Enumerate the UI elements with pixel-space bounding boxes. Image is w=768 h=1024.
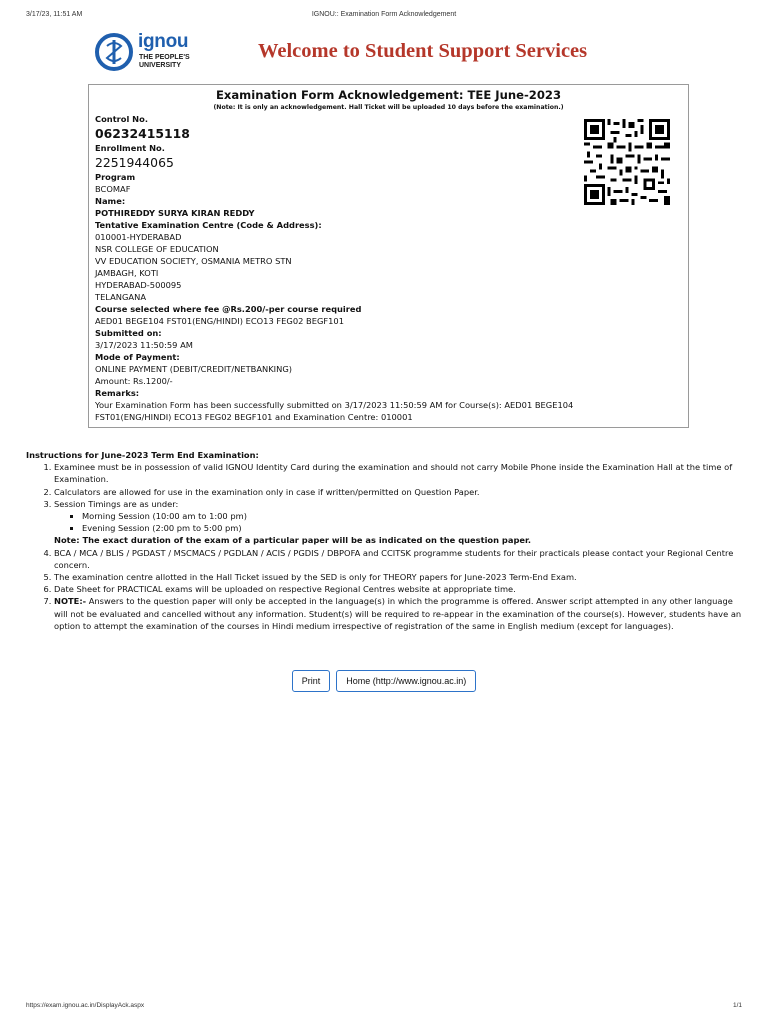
ack-note: (Note: It is only an acknowledgement. Hall Ticket will be uploaded 10 days before the examination.) xyxy=(213,104,564,111)
program-label: Program xyxy=(95,172,136,182)
remarks-label: Remarks: xyxy=(95,388,140,398)
payment-label: Mode of Payment: xyxy=(95,352,180,362)
action-buttons xyxy=(0,670,768,692)
instruction-item: 6. Date Sheet for PRACTICAL exams will be uploaded on respective Regional Centres website at appropriate time. xyxy=(54,583,742,595)
print-footer xyxy=(26,1002,742,1012)
centre-line: HYDERABAD-500095 xyxy=(95,280,182,290)
payment-value: ONLINE PAYMENT (DEBIT/CREDIT/NETBANKING) xyxy=(95,364,292,374)
instructions-heading: Instructions for June-2023 Term End Examination: xyxy=(26,450,259,460)
welcome-heading: Welcome to Student Support Services xyxy=(258,40,588,62)
control-label: Control No. xyxy=(95,114,148,124)
print-header xyxy=(26,11,742,23)
qr-code-icon xyxy=(584,119,670,205)
centre-label: Tentative Examination Centre (Code & Address): xyxy=(95,220,322,230)
session-morning: ▪ Morning Session (10:00 am to 1:00 pm) xyxy=(82,510,742,522)
course-value: AED01 BEGE104 FST01(ENG/HINDI) ECO13 FEG02 BEGF101 xyxy=(95,316,344,326)
submitted-value: 3/17/2023 11:50:59 AM xyxy=(95,340,193,350)
page-number: 1/1 xyxy=(732,1002,742,1009)
control-value: 06232415118 xyxy=(95,126,190,141)
instruction-item xyxy=(54,498,742,547)
centre-line: 010001-HYDERABAD xyxy=(95,232,182,242)
instruction-item: 1. Examinee must be in possession of valid IGNOU Identity Card during the examination and should not carry Mobile Phone inside the Examination Hall at the time of Examination. xyxy=(54,461,742,485)
acknowledgement-box xyxy=(88,84,689,428)
remarks-line: FST01(ENG/HINDI) ECO13 FEG02 BEGF101 and Examination Centre: 010001 xyxy=(95,412,413,422)
ignou-logo xyxy=(94,31,194,73)
note-text: Answers to the question paper will only be accepted in the language(s) in which the programme is offered. Answer script attempted in any other language will not be evaluated and cancelled without any information. Student(s) will be required to re-appear in the examination of the course(s). However, students have an option to attempt the examination of the courses in Hindi medium irrespective of registration of the same in English medium (except for languages). xyxy=(54,596,742,631)
centre-line: VV EDUCATION SOCIETY, OSMANIA METRO STN xyxy=(95,256,292,266)
duration-note: Note: The exact duration of the exam of a particular paper will be as indicated on the question paper. xyxy=(54,535,532,546)
logo-wordmark: ignou xyxy=(138,31,189,52)
name-value: POTHIREDDY SURYA KIRAN REDDY xyxy=(95,208,255,218)
instructions xyxy=(26,449,742,632)
logo-tagline: THE PEOPLE'S UNIVERSITY xyxy=(139,54,190,69)
amount-value: Amount: Rs.1200/- xyxy=(95,376,173,386)
ignou-emblem-icon xyxy=(94,32,134,72)
name-label: Name: xyxy=(95,196,126,206)
ack-fields xyxy=(95,113,588,423)
instruction-item: 4. BCA / MCA / BLIS / PGDAST / MSCMACS / PGDLAN / ACIS / PGDIS / DBPOFA and CCITSK programme students for their practicals please contact your Regional Centre concern. xyxy=(54,547,742,571)
instructions-list xyxy=(26,461,742,632)
instruction-item xyxy=(54,595,742,632)
instruction-item-text: Session Timings are as under: xyxy=(54,498,179,509)
print-button[interactable]: Print xyxy=(292,670,331,692)
centre-line: NSR COLLEGE OF EDUCATION xyxy=(95,244,219,254)
centre-line: TELANGANA xyxy=(95,292,146,302)
enrollment-value: 2251944065 xyxy=(95,155,174,170)
session-evening: ▪ Evening Session (2:00 pm to 5:00 pm) xyxy=(82,522,742,534)
page-url: https://exam.ignou.ac.in/DisplayAck.aspx xyxy=(26,1002,145,1009)
print-page-title: IGNOU:: Examination Form Acknowledgement xyxy=(311,11,457,18)
home-button[interactable]: Home (http://www.ignou.ac.in) xyxy=(336,670,476,692)
instruction-item: 5. The examination centre allotted in the Hall Ticket issued by the SED is only for THEORY papers for June-2023 Term-End Exam. xyxy=(54,571,742,583)
centre-line: JAMBAGH, KOTI xyxy=(95,268,159,278)
instruction-item: 2. Calculators are allowed for use in the examination only in case if written/permitted on Question Paper. xyxy=(54,486,742,498)
ack-title: Examination Form Acknowledgement: TEE June-2023 xyxy=(215,88,562,102)
session-list xyxy=(54,510,742,534)
program-value: BCOMAF xyxy=(95,184,131,194)
enrollment-label: Enrollment No. xyxy=(95,143,165,153)
remarks-line: Your Examination Form has been successfully submitted on 3/17/2023 11:50:59 AM for Course(s): AED01 BEGE104 xyxy=(95,400,574,410)
course-label: Course selected where fee @Rs.200/-per course required xyxy=(95,304,362,314)
note-label: NOTE:- xyxy=(54,596,87,607)
submitted-label: Submitted on: xyxy=(95,328,162,338)
print-date: 3/17/23, 11:51 AM xyxy=(26,11,83,18)
